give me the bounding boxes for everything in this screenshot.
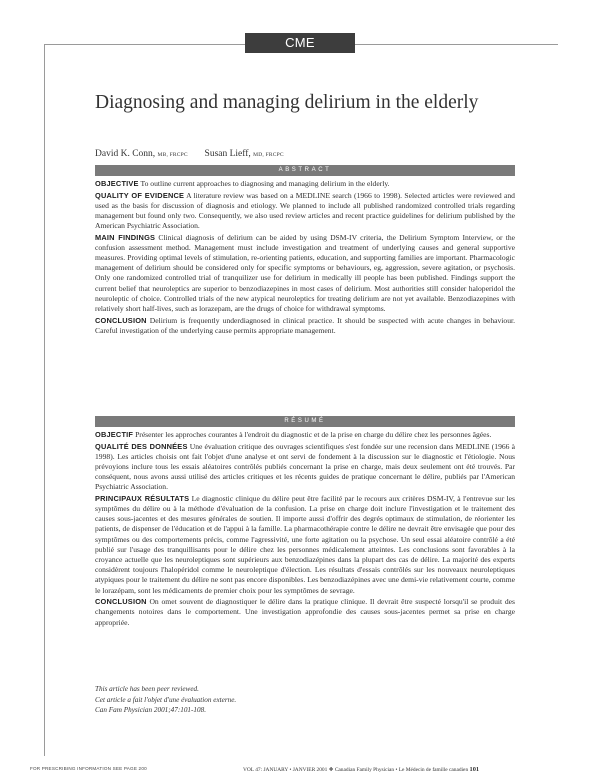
abstract-body bbox=[95, 179, 515, 337]
citation-note: Can Fam Physician 2001;47:101-108. bbox=[95, 706, 206, 714]
abstract-main-findings bbox=[95, 233, 515, 315]
cme-badge: CME bbox=[245, 33, 355, 53]
abstract-heading-bar: ABSTRACT bbox=[95, 165, 515, 176]
author-2-degrees: MD, FRCPC bbox=[253, 152, 284, 158]
resume-conclusion bbox=[95, 597, 515, 628]
abstract-findings-text: Clinical diagnosis of delirium can be aided by using DSM-IV criteria, the Delirium Symptom Interview, or the confusion assessment method. Management must include investigation and treatment of underlying causes and general supportive measures. Providing optimal levels of stimulation, re-orienting patients, education, and supporting families are important. Pharmacologic management of delirium should be considered only for specific symptoms or behaviours, eg, aggression, severe agitation, or psychosis. Only one randomized controlled trial of tranquilizer use for delirium in medically ill people has been published. Findings support the current belief that neuroleptics are superior to benzodiazepines in most cases of delirium. Most authorities still consider haloperidol the neuroleptic of choice. Controlled trials of the new atypical neuroleptics for treating delirium are not yet available. Benzodiazepines with relatively short half-lives, such as lorazepam, are the drugs of choice for withdrawal symptoms. bbox=[95, 232, 516, 314]
peer-review-note: This article has been peer reviewed. bbox=[95, 685, 199, 693]
peer-review-note-fr: Cet article a fait l'objet d'une évaluation externe. bbox=[95, 695, 237, 704]
resume-qualite-des-donnees bbox=[95, 442, 515, 493]
abstract-quality-of-evidence bbox=[95, 191, 515, 232]
resume-objectif-label: OBJECTIF bbox=[95, 430, 134, 439]
abstract-objective-text: To outline current approaches to diagnosing and managing delirium in the elderly. bbox=[140, 179, 390, 188]
abstract-conclusion-label: CONCLUSION bbox=[95, 315, 147, 325]
resume-objectif bbox=[95, 430, 515, 440]
resume-resultats-label: PRINCIPAUX RÉSULTATS bbox=[95, 493, 190, 503]
author-2-name: Susan Lieff, bbox=[204, 149, 251, 159]
resume-conclusion-label: CONCLUSION bbox=[95, 597, 147, 607]
page-number: 101 bbox=[469, 766, 480, 773]
author-1-degrees: MB, FRCPC bbox=[157, 152, 188, 158]
article-title: Diagnosing and managing delirium in the elderly bbox=[95, 92, 479, 113]
footer-journal-text: VOL 47: JANUARY • JANVIER 2001 ❖ Canadian Family Physician • Le Médecin de famille canadien bbox=[243, 767, 469, 773]
author-line bbox=[95, 149, 284, 159]
resume-conclusion-text: On omet souvent de diagnostiquer le délire dans la pratique clinique. Il devrait être suspecté lorsqu'il se produit des changements notoires dans le comportement. Une investigation approfondie des causes sous-jacentes permet sa prise en charge appropriée. bbox=[95, 597, 515, 627]
abstract-findings-label: MAIN FINDINGS bbox=[95, 232, 156, 242]
abstract-quality-text: A literature review was based on a MEDLINE search (1966 to 1998). Selected articles were reviewed and used as the basis for discussion of diagnosis and etiology. We planned to include all published randomized controlled trials regarding management but found only two. Consequently, we also used review articles and recent practice guidelines for delirium published by the American Psychiatric Association. bbox=[95, 190, 515, 231]
resume-resultats-text: Le diagnostic clinique du délire peut être facilité par le recours aux critères DSM-IV, à l'entrevue sur les symptômes du délire ou à la méthode d'évaluation de la confusion. La prise en charge doit inclure l'investigation et le traitement des causes sous-jacentes et des mesures générales de soutien. Il importe aussi d'offrir des degrés optimaux de stimulation, de réorienter les patients, de dispenser de l'éducation et de l'appui à la famille. La pharmacothérapie contre le délire ne devrait être envisagée que pour des symptômes ou des comportements précis, comme l'agressivité, une forte agitation ou la psychose. Un seul essai aléatoire contrôlé a été publié sur l'usage des tranquillisants pour le délire chez les personnes médicalement atteintes. Les conclusions sont favorables à la croyance actuelle que les neuroleptiques sont supérieurs aux benzodiazépines dans la plupart des cas de délire. La majorité des experts considèrent toujours l'halopéridol comme le neuroleptique d'élection. Les résultats d'essais contrôlés sur les nouveaux neuroleptiques atypiques pour le traitement du délire ne sont pas encore disponibles. Les benzodiazépines avec une demi-vie relativement courte, comme le lorazépam, sont les médicaments de premier choix pour les symptômes de sevrage. bbox=[95, 493, 515, 595]
abstract-quality-label: QUALITY OF EVIDENCE bbox=[95, 190, 185, 200]
page-frame-left-rule bbox=[44, 44, 45, 756]
abstract-objective bbox=[95, 179, 515, 189]
resume-objectif-text: Présenter les approches courantes à l'endroit du diagnostic et de la prise en charge du délire chez les personnes âgées. bbox=[135, 430, 492, 439]
abstract-conclusion-text: Delirium is frequently underdiagnosed in clinical practice. It should be suspected with acute changes in behaviour. Careful investigation of the underlying cause permits appropriate management. bbox=[95, 315, 515, 335]
article-notes bbox=[95, 684, 495, 716]
abstract-conclusion bbox=[95, 316, 515, 336]
resume-heading-bar: RÉSUMÉ bbox=[95, 416, 515, 427]
resume-body bbox=[95, 430, 515, 629]
abstract-objective-label: OBJECTIVE bbox=[95, 179, 139, 188]
resume-qualite-label: QUALITÉ DES DONNÉES bbox=[95, 441, 188, 451]
footer-journal-info bbox=[243, 766, 479, 773]
resume-qualite-text: Une évaluation critique des ouvrages scientifiques s'est fondée sur une recension dans MEDLINE (1966 à 1998). Les articles choisis ont fait l'objet d'une analyse et ont servi de fondement à la discussion sur le diagnostic et l'étiologie. Nous prévoyions inclure tous les essais aléatoires contrôlés publiés concernant la prise en charge, mais deux seulement ont été trouvés. Par conséquent, nous avons aussi utilisé des articles critiques et les récents guides de pratique concernant le délire, publiés par l'American Psychiatric Association. bbox=[95, 441, 515, 492]
footer-prescribing-info bbox=[30, 766, 147, 771]
resume-principaux-resultats bbox=[95, 494, 515, 596]
footer-left-text: FOR PRESCRIBING INFORMATION SEE PAGE 200 bbox=[30, 766, 147, 771]
author-1-name: David K. Conn, bbox=[95, 149, 156, 159]
